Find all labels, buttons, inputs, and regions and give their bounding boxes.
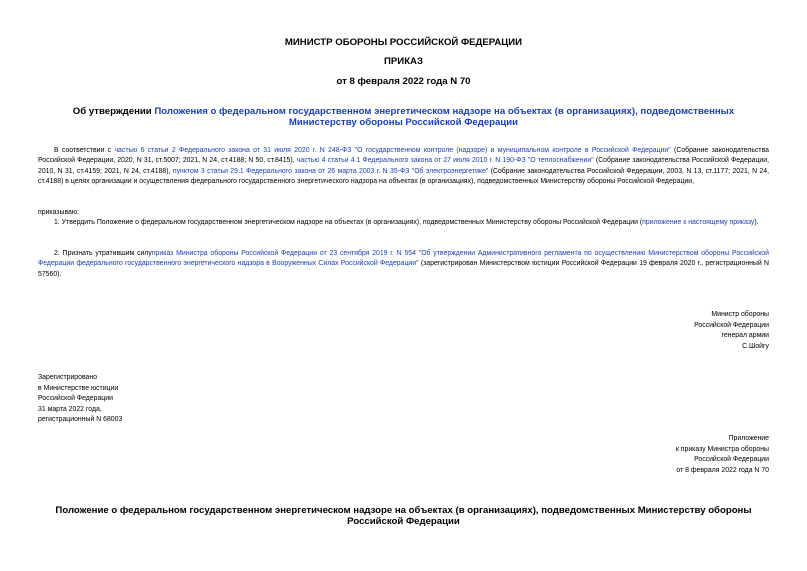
signature-line: Российской Федерации	[694, 321, 769, 329]
para1-text-1: В соответствии с	[54, 147, 115, 154]
link-law-35[interactable]: пунктом 3 статьи 29.1 Федерального закона от 26 марта 2003 г. N 35-ФЗ "Об электроэнергетике"	[172, 167, 489, 175]
para4-text-2: (зарегистрирован Министерством юстиции Российской Федерации 19 февраля 2020 г., регистрационный N 57560).	[38, 260, 769, 278]
para1-text-2: (Собрание законодательства Российской Федерации, 2020, N 31, ст.5007; 2021, N 24, ст.4188; N 50, ст.8415),	[38, 147, 769, 165]
appendix-line: к приказу Министра обороны	[675, 445, 769, 453]
appendix-line: от 8 февраля 2022 года N 70	[676, 466, 769, 474]
title-link[interactable]: Положения о федеральном государственном энергетическом надзоре на объектах (в организациях), подведомственных Министерству обороны Российской Федерации	[154, 106, 735, 128]
para4-text-1: 2. Признать утратившим силу	[54, 250, 152, 257]
para1-text-3: (Собрание законодательства Российской Федерации, 2010, N 31, ст.4159; 2021, N 24, ст.4188),	[38, 157, 770, 175]
paragraph-item-2	[38, 249, 769, 280]
paragraph-item-1	[38, 218, 769, 228]
document-title	[38, 106, 769, 128]
registration-line: Зарегистрировано	[38, 374, 98, 381]
appendix-line: Приложение	[728, 435, 769, 442]
para3-text-2: ).	[754, 219, 759, 226]
link-appendix[interactable]: приложение к настоящему приказу	[642, 219, 755, 226]
signature-block	[694, 310, 769, 352]
date-number-heading: от 8 февраля 2022 года N 70	[336, 76, 471, 87]
paragraph-legal-basis	[38, 146, 769, 188]
paragraph-order-word: приказываю:	[38, 209, 79, 216]
para1-text-4: (Собрание законодательства Российской Федерации, 2003, N 13, ст.1177; 2021, N 24, ст.4188) в целях организации и осуществления федерального государственного энергетического надзора на объектах (в организациях), подведомственных Министерству обороны Российской Федерации,	[38, 167, 770, 186]
signature-line: С.Шойгу	[742, 342, 769, 350]
link-law-248[interactable]: частью 6 статьи 2 Федерального закона от 31 июля 2020 г. N 248-ФЗ "О государственном контроле (надзоре) и муниципальном контроле в Российской Федерации"	[114, 147, 671, 154]
regulation-title: Положение о федеральном государственном энергетическом надзоре на объектах (в организациях), подведомственных Министерству обороны Российской Федерации	[55, 505, 752, 527]
appendix-block	[676, 434, 769, 476]
authority-heading: МИНИСТР ОБОРОНЫ РОССИЙСКОЙ ФЕДЕРАЦИИ	[284, 37, 523, 48]
title-prefix: Об утверждении	[72, 106, 155, 117]
signature-line: Министр обороны	[711, 311, 769, 318]
doc-type-heading: ПРИКАЗ	[384, 56, 423, 67]
para3-text-1: 1. Утвердить Положение о федеральном государственном энергетическом надзоре на объектах (в организациях), подведомственных Министерству обороны Российской Федерации (	[54, 219, 643, 226]
signature-line: генерал армии	[721, 332, 769, 339]
registration-line: 31 марта 2022 года,	[38, 405, 102, 413]
registration-block	[38, 373, 122, 426]
link-law-190[interactable]: частью 4 статьи 4.1 Федерального закона от 27 июля 2010 г. N 190-ФЗ "О теплоснабжении"	[296, 157, 594, 165]
link-order-554[interactable]: приказ Министра обороны Российской Федерации от 23 сентября 2019 г. N 554 "Об утверждении Административного регламента по осуществлению Министерством обороны Российской Федерации федерального государственного энергетического надзора в Вооруженных Силах Российской Федерации"	[38, 250, 769, 268]
appendix-line: Российской Федерации	[694, 456, 769, 463]
registration-line: в Министерстве юстиции	[38, 384, 119, 392]
registration-line: регистрационный N 68003	[38, 416, 123, 423]
registration-line: Российской Федерации	[38, 395, 113, 402]
